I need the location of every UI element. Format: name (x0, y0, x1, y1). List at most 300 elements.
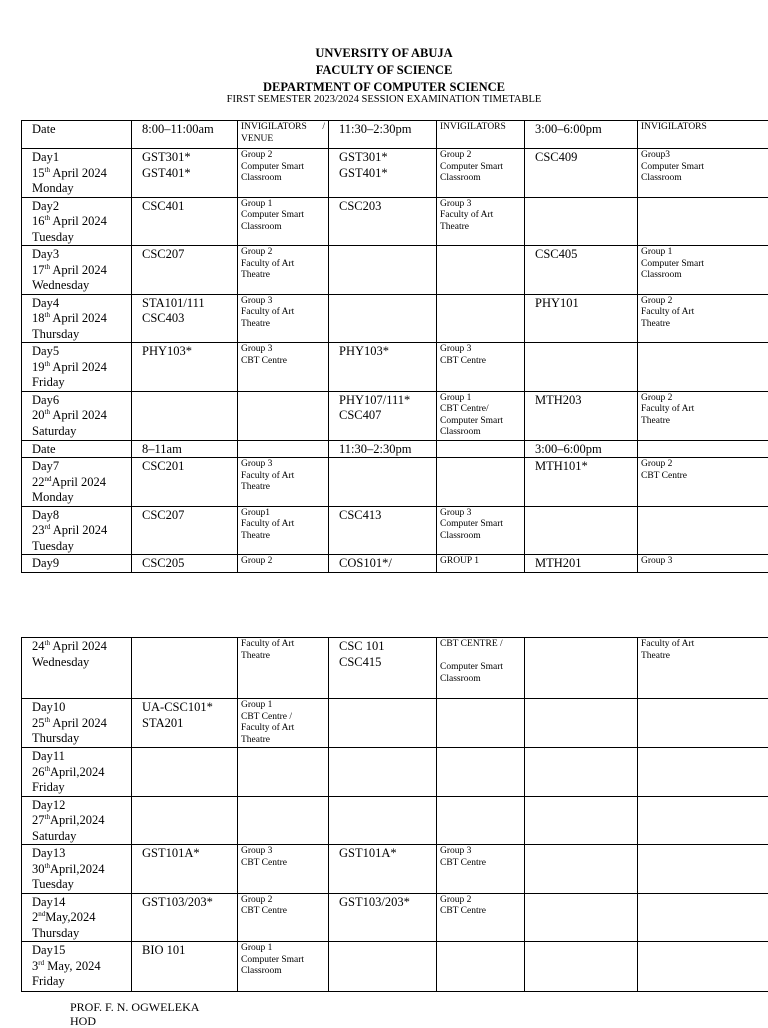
cell-line (440, 651, 521, 663)
cell-line: Faculty of Art (641, 307, 768, 319)
cell-line: Faculty of Art (241, 519, 325, 531)
timetable-page-2 (21, 637, 768, 992)
table-cell (22, 796, 132, 845)
cell-line: Thursday (32, 926, 128, 942)
table-row (22, 121, 768, 149)
cell-line: CSC207 (142, 508, 234, 524)
cell-line: 24th April 2024 (32, 639, 128, 655)
cell-line: CSC201 (142, 459, 234, 475)
cell-line: Group1 (241, 508, 325, 520)
cell-line: CSC405 (535, 247, 634, 263)
cell-line: Thursday (32, 731, 128, 747)
table-row (22, 458, 768, 507)
table-cell (437, 506, 525, 555)
table-cell (638, 555, 768, 573)
table-cell (525, 197, 638, 246)
cell-line: Day7 (32, 459, 128, 475)
table-cell (238, 699, 329, 748)
table-cell (329, 506, 437, 555)
table-cell (638, 440, 768, 458)
table-cell (22, 942, 132, 992)
cell-line: Saturday (32, 424, 128, 440)
table-row (22, 506, 768, 555)
table-cell (22, 506, 132, 555)
table-cell (238, 440, 329, 458)
table-cell (437, 458, 525, 507)
table-cell (638, 845, 768, 894)
table-cell (525, 458, 638, 507)
table-cell (132, 942, 238, 992)
cell-line: STA101/111 (142, 296, 234, 312)
table-cell (132, 343, 238, 392)
cell-line: CSC409 (535, 150, 634, 166)
cell-line: CSC415 (339, 655, 433, 671)
table-row (22, 391, 768, 440)
table-row (22, 845, 768, 894)
cell-line: Monday (32, 490, 128, 506)
cell-line: Faculty of Art (641, 639, 768, 651)
cell-line: CSC403 (142, 311, 234, 327)
cell-line: Computer Smart (641, 259, 768, 271)
table-cell (238, 343, 329, 392)
cell-line: CBT Centre / (241, 712, 325, 724)
cell-line: CBT Centre/ (440, 404, 521, 416)
table-cell (525, 506, 638, 555)
cell-line: Group 2 (641, 459, 768, 471)
cell-line: Theatre (241, 319, 325, 331)
timetable-title: FIRST SEMESTER 2023/2024 SESSION EXAMINATION TIMETABLE (0, 93, 768, 107)
cell-line: MTH203 (535, 393, 634, 409)
cell-line: CSC413 (339, 508, 433, 524)
cell-line: INVIGILATORS (440, 122, 521, 134)
table-cell (238, 197, 329, 246)
table-cell (238, 506, 329, 555)
table-cell (638, 506, 768, 555)
cell-line: Theatre (241, 482, 325, 494)
table-cell (437, 699, 525, 748)
table-cell (22, 121, 132, 149)
table-cell (329, 343, 437, 392)
table-row (22, 748, 768, 797)
table-cell (22, 343, 132, 392)
table-row (22, 555, 768, 573)
cell-line: CSC203 (339, 199, 433, 215)
cell-line: CSC205 (142, 556, 234, 572)
cell-line: Group 2 (440, 150, 521, 162)
cell-line: 11:30–2:30pm (339, 442, 433, 458)
table-cell (238, 149, 329, 198)
cell-line: Faculty of Art (241, 307, 325, 319)
table-cell (22, 458, 132, 507)
table-cell (525, 748, 638, 797)
table-cell (22, 893, 132, 942)
table-cell (329, 845, 437, 894)
cell-line: Classroom (241, 222, 325, 234)
cell-line: Group 1 (241, 943, 325, 955)
table-cell (525, 149, 638, 198)
cell-line: Day9 (32, 556, 128, 572)
table-cell (525, 246, 638, 295)
cell-line: 16th April 2024 (32, 214, 128, 230)
table-row (22, 638, 768, 699)
table-cell (638, 246, 768, 295)
cell-line: CBT Centre (440, 356, 521, 368)
table-cell (525, 294, 638, 343)
cell-line: PHY103* (142, 344, 234, 360)
cell-line: Day6 (32, 393, 128, 409)
table-cell (638, 121, 768, 149)
table-cell (132, 440, 238, 458)
table-cell (437, 638, 525, 699)
cell-line: Day5 (32, 344, 128, 360)
cell-line: Faculty of Art (440, 210, 521, 222)
cell-line: Computer Smart (440, 519, 521, 531)
table-cell (238, 638, 329, 699)
cell-line: CBT Centre (440, 858, 521, 870)
cell-line: Wednesday (32, 278, 128, 294)
table-cell (638, 942, 768, 992)
cell-line: Group 2 (440, 895, 521, 907)
cell-line: Tuesday (32, 877, 128, 893)
table-cell (525, 942, 638, 992)
table-row (22, 440, 768, 458)
table-cell (22, 555, 132, 573)
cell-line: 30thApril,2024 (32, 862, 128, 878)
table-cell (238, 121, 329, 149)
table-cell (329, 197, 437, 246)
cell-line: 27thApril,2024 (32, 813, 128, 829)
cell-line: Date (32, 442, 128, 458)
table-cell (525, 845, 638, 894)
cell-line: Day4 (32, 296, 128, 312)
cell-line: Computer Smart (440, 416, 521, 428)
signatory-name: PROF. F. N. OGWELEKA (70, 1000, 199, 1014)
table-cell (238, 845, 329, 894)
cell-line: GROUP 1 (440, 556, 521, 568)
cell-line: Faculty of Art (241, 471, 325, 483)
table-cell (132, 748, 238, 797)
cell-line: 26thApril,2024 (32, 765, 128, 781)
cell-line: 23rd April 2024 (32, 523, 128, 539)
table-cell (238, 294, 329, 343)
cell-line: GST401* (339, 166, 433, 182)
cell-line: GST101A* (142, 846, 234, 862)
cell-line: Computer Smart (641, 162, 768, 174)
table-cell (638, 748, 768, 797)
table-cell (437, 942, 525, 992)
cell-line: Group 3 (241, 846, 325, 858)
cell-line: Classroom (641, 173, 768, 185)
signatory-title: HOD (70, 1014, 199, 1028)
cell-line: Theatre (641, 651, 768, 663)
document-header (0, 45, 768, 96)
timetable-page-1 (21, 120, 768, 573)
table-row (22, 796, 768, 845)
table-cell (329, 391, 437, 440)
cell-line: Group 3 (440, 846, 521, 858)
cell-line: GST101A* (339, 846, 433, 862)
cell-line: Group 2 (641, 393, 768, 405)
cell-line: Day10 (32, 700, 128, 716)
table-cell (638, 391, 768, 440)
cell-line: GST103/203* (339, 895, 433, 911)
table-cell (22, 748, 132, 797)
cell-line: GST401* (142, 166, 234, 182)
cell-line: Faculty of Art (241, 259, 325, 271)
cell-line: Tuesday (32, 539, 128, 555)
cell-line: Saturday (32, 829, 128, 845)
cell-line: Wednesday (32, 655, 128, 671)
cell-line: Computer Smart (241, 162, 325, 174)
table-cell (22, 294, 132, 343)
cell-line: Friday (32, 780, 128, 796)
table-cell (238, 246, 329, 295)
cell-line: Day3 (32, 247, 128, 263)
cell-line: 3rd May, 2024 (32, 959, 128, 975)
cell-line: Computer Smart (440, 662, 521, 674)
table-cell (437, 391, 525, 440)
table-cell (638, 197, 768, 246)
cell-line: GST301* (339, 150, 433, 166)
cell-line: Group 2 (641, 296, 768, 308)
cell-line: Group 3 (241, 296, 325, 308)
table-cell (132, 121, 238, 149)
table-cell (638, 458, 768, 507)
cell-line: COS101*/ (339, 556, 433, 572)
table-cell (638, 699, 768, 748)
cell-line: Theatre (440, 222, 521, 234)
cell-line: Day13 (32, 846, 128, 862)
table-cell (132, 845, 238, 894)
table-cell (525, 121, 638, 149)
table-cell (22, 246, 132, 295)
table-cell (329, 699, 437, 748)
cell-line: Day12 (32, 798, 128, 814)
table-cell (22, 197, 132, 246)
cell-line: Theatre (641, 416, 768, 428)
cell-line: PHY103* (339, 344, 433, 360)
cell-line: Group3 (641, 150, 768, 162)
table-cell (329, 458, 437, 507)
university-name: UNVERSITY OF ABUJA (0, 45, 768, 62)
table-cell (638, 149, 768, 198)
table-cell (22, 440, 132, 458)
cell-line: Classroom (440, 674, 521, 686)
cell-line: Classroom (641, 270, 768, 282)
cell-line: Thursday (32, 327, 128, 343)
cell-line: Day14 (32, 895, 128, 911)
cell-line: PHY101 (535, 296, 634, 312)
cell-line: STA201 (142, 716, 234, 732)
cell-line: CBT Centre (440, 906, 521, 918)
cell-line: Group 3 (641, 556, 768, 568)
table-cell (22, 845, 132, 894)
department-name: DEPARTMENT OF COMPUTER SCIENCE (0, 79, 768, 96)
table-cell (132, 699, 238, 748)
cell-line: Theatre (241, 531, 325, 543)
cell-line: Group 3 (440, 344, 521, 356)
table-cell (525, 555, 638, 573)
table-cell (22, 391, 132, 440)
table-cell (238, 458, 329, 507)
cell-line: Faculty of Art (641, 404, 768, 416)
cell-line: BIO 101 (142, 943, 234, 959)
cell-line: Classroom (440, 173, 521, 185)
cell-line: Date (32, 122, 128, 138)
cell-line: Classroom (241, 173, 325, 185)
table-cell (437, 796, 525, 845)
cell-line: CBT Centre (241, 356, 325, 368)
cell-line: UA-CSC101* (142, 700, 234, 716)
table-cell (132, 391, 238, 440)
cell-line: Computer Smart (440, 162, 521, 174)
cell-line: Group 2 (241, 556, 325, 568)
cell-line: Classroom (440, 427, 521, 439)
table-cell (525, 391, 638, 440)
cell-line: Day15 (32, 943, 128, 959)
cell-line: INVIGILATORS / VENUE (241, 122, 325, 145)
cell-line: 3:00–6:00pm (535, 442, 634, 458)
cell-line: Group 2 (241, 150, 325, 162)
cell-line: CSC207 (142, 247, 234, 263)
cell-line: 11:30–2:30pm (339, 122, 433, 138)
table-row (22, 246, 768, 295)
cell-line: CBT CENTRE / (440, 639, 521, 651)
cell-line: Day8 (32, 508, 128, 524)
cell-line: Friday (32, 974, 128, 990)
cell-line: Faculty of Art (241, 639, 325, 651)
table-row (22, 149, 768, 198)
cell-line: 15th April 2024 (32, 166, 128, 182)
cell-line: Group 3 (241, 344, 325, 356)
table-cell (22, 638, 132, 699)
table-cell (329, 555, 437, 573)
table-row (22, 343, 768, 392)
table-cell (525, 343, 638, 392)
table-cell (638, 893, 768, 942)
table-cell (437, 149, 525, 198)
cell-line: 19th April 2024 (32, 360, 128, 376)
cell-line: Group 3 (241, 459, 325, 471)
cell-line: Faculty of Art (241, 723, 325, 735)
cell-line: CBT Centre (241, 906, 325, 918)
table-cell (525, 699, 638, 748)
cell-line: CBT Centre (641, 471, 768, 483)
table-cell (238, 555, 329, 573)
table-cell (638, 343, 768, 392)
table-cell (437, 893, 525, 942)
cell-line: Group 1 (641, 247, 768, 259)
table-cell (329, 796, 437, 845)
table-cell (437, 246, 525, 295)
table-cell (437, 294, 525, 343)
table-cell (638, 294, 768, 343)
table-cell (132, 506, 238, 555)
cell-line: 17th April 2024 (32, 263, 128, 279)
table-cell (238, 942, 329, 992)
cell-line: Group 3 (440, 508, 521, 520)
cell-line: Group 1 (440, 393, 521, 405)
table-cell (437, 845, 525, 894)
table-row (22, 294, 768, 343)
table-cell (437, 121, 525, 149)
cell-line: CSC407 (339, 408, 433, 424)
cell-line: Group 1 (241, 199, 325, 211)
cell-line: 3:00–6:00pm (535, 122, 634, 138)
table-cell (22, 149, 132, 198)
table-cell (437, 197, 525, 246)
table-cell (329, 294, 437, 343)
cell-line: 18th April 2024 (32, 311, 128, 327)
table-row (22, 893, 768, 942)
table-cell (132, 638, 238, 699)
table-cell (329, 748, 437, 797)
table-row (22, 197, 768, 246)
faculty-name: FACULTY OF SCIENCE (0, 62, 768, 79)
cell-line: Monday (32, 181, 128, 197)
table-cell (638, 796, 768, 845)
table-cell (525, 796, 638, 845)
cell-line: CSC 101 (339, 639, 433, 655)
cell-line: Friday (32, 375, 128, 391)
table-cell (132, 246, 238, 295)
table-cell (329, 121, 437, 149)
cell-line: 20th April 2024 (32, 408, 128, 424)
table-cell (437, 555, 525, 573)
cell-line: Theatre (241, 735, 325, 747)
table-cell (22, 699, 132, 748)
cell-line: Group 1 (241, 700, 325, 712)
table-cell (132, 458, 238, 507)
table-cell (525, 638, 638, 699)
cell-line: MTH101* (535, 459, 634, 475)
table-cell (132, 149, 238, 198)
table-cell (132, 555, 238, 573)
table-cell (329, 638, 437, 699)
cell-line: Classroom (440, 531, 521, 543)
table-row (22, 699, 768, 748)
cell-line: 8:00–11:00am (142, 122, 234, 138)
table-row (22, 942, 768, 992)
table-cell (329, 942, 437, 992)
table-cell (437, 343, 525, 392)
cell-line: Day11 (32, 749, 128, 765)
cell-line: Day1 (32, 150, 128, 166)
table-cell (329, 440, 437, 458)
cell-line: INVIGILATORS (641, 122, 768, 134)
table-cell (525, 893, 638, 942)
cell-line: CBT Centre (241, 858, 325, 870)
cell-line: Tuesday (32, 230, 128, 246)
table-cell (238, 391, 329, 440)
table-cell (437, 440, 525, 458)
cell-line: Group 3 (440, 199, 521, 211)
table-cell (329, 246, 437, 295)
cell-line: GST103/203* (142, 895, 234, 911)
cell-line: Group 2 (241, 247, 325, 259)
table-cell (132, 294, 238, 343)
cell-line: Computer Smart (241, 210, 325, 222)
table-cell (329, 893, 437, 942)
table-cell (132, 893, 238, 942)
cell-line: Theatre (641, 319, 768, 331)
cell-line: Theatre (241, 651, 325, 663)
cell-line: GST301* (142, 150, 234, 166)
table-cell (132, 197, 238, 246)
cell-line: Classroom (241, 966, 325, 978)
table-cell (132, 796, 238, 845)
table-cell (638, 638, 768, 699)
